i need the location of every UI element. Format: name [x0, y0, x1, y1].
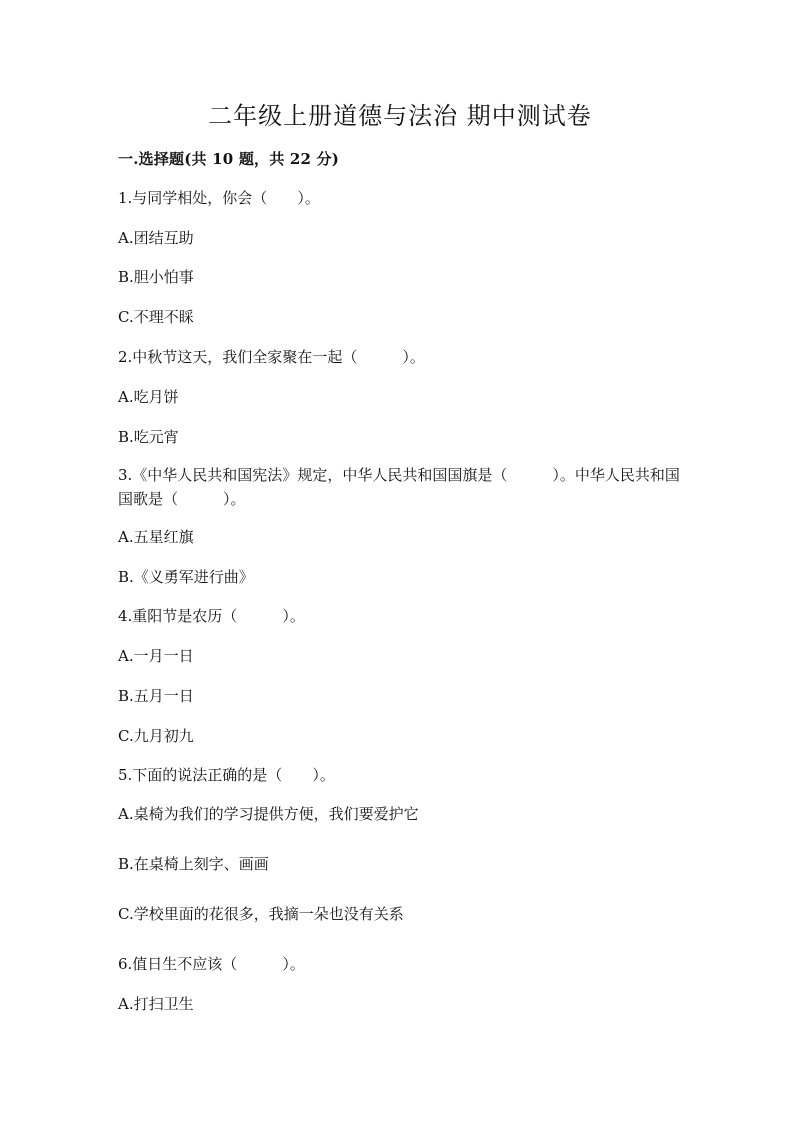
question-1-option-b: B.胆小怕事 [118, 268, 194, 286]
question-2-option-a: A.吃月饼 [118, 388, 179, 406]
question-5-option-a: A.桌椅为我们的学习提供方便，我们要爱护它 [118, 805, 419, 823]
question-5-option-c: C.学校里面的花很多，我摘一朵也没有关系 [118, 905, 404, 923]
question-6-stem: 6.值日生不应该（ ）。 [118, 955, 305, 973]
question-3-option-b: B.《义勇军进行曲》 [118, 568, 254, 586]
page-title: 二年级上册道德与法治 期中测试卷 [208, 102, 592, 130]
question-2-stem: 2.中秋节这天，我们全家聚在一起（ ）。 [118, 348, 425, 366]
question-4-stem: 4.重阳节是农历（ ）。 [118, 607, 305, 625]
question-3-option-a: A.五星红旗 [118, 528, 194, 546]
question-3-stem: 3.《中华人民共和国宪法》规定，中华人民共和国国旗是（ ）。中华人民共和国国歌是（ ）。 [118, 466, 680, 508]
question-1-option-c: C.不理不睬 [118, 308, 194, 326]
question-4-option-b: B.五月一日 [118, 687, 194, 705]
section-heading: 一.选择题(共 10 题，共 22 分) [118, 150, 340, 168]
question-1-option-a: A.团结互助 [118, 229, 194, 247]
question-1-stem: 1.与同学相处，你会（ ）。 [118, 189, 320, 207]
question-4-option-a: A.一月一日 [118, 647, 194, 665]
question-2-option-b: B.吃元宵 [118, 428, 179, 446]
question-4-option-c: C.九月初九 [118, 727, 194, 745]
question-5-stem: 5.下面的说法正确的是（ ）。 [118, 766, 335, 784]
question-6-option-a: A.打扫卫生 [118, 995, 194, 1013]
question-5-option-b: B.在桌椅上刻字、画画 [118, 855, 269, 873]
